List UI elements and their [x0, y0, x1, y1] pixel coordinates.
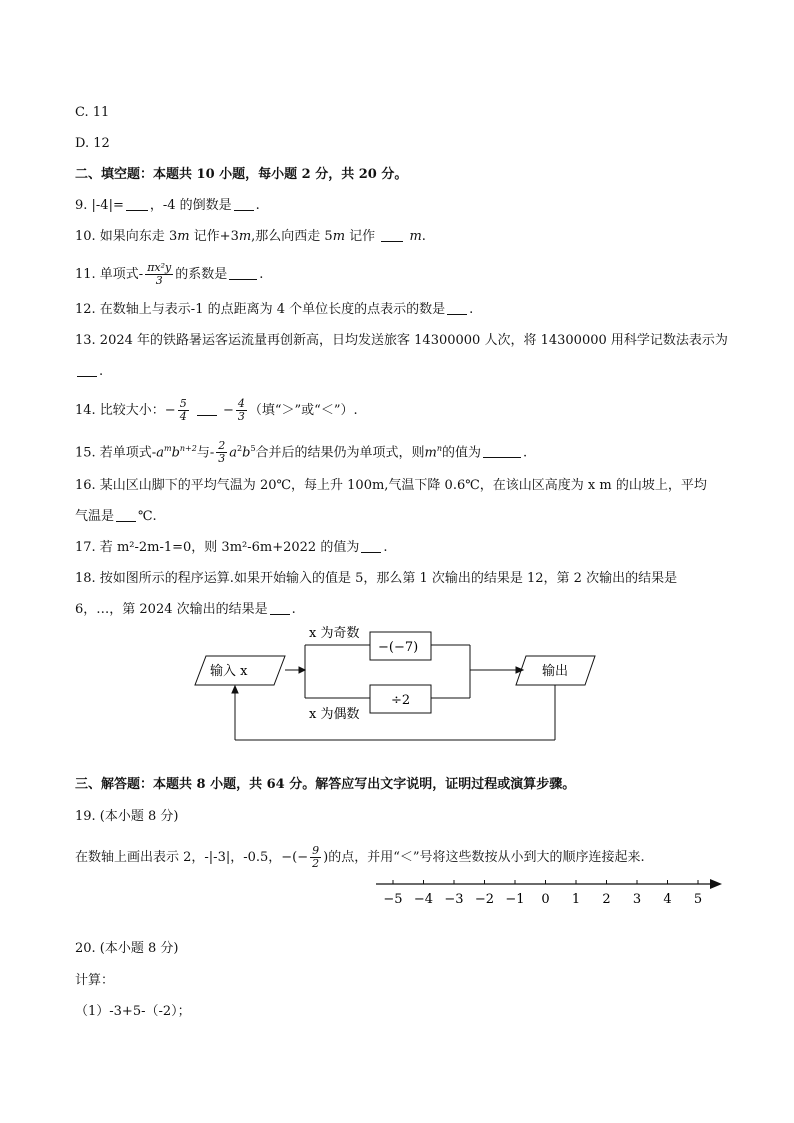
question-13-blank: . — [75, 363, 103, 381]
number-line-tick-label: −2 — [474, 892, 495, 907]
number-line-tick-label: −3 — [444, 892, 464, 907]
question-20-calc: 计算： — [75, 973, 115, 988]
option-d: D. 12 — [75, 136, 110, 151]
fraction: $\frac{\text{πx²y}}{3}$ — [147, 261, 172, 287]
question-20-head: 20. (本小题 8 分) — [75, 941, 179, 956]
fraction: $\frac{4}{3}$ — [237, 397, 245, 423]
flow-op2: ÷2 — [391, 693, 411, 708]
flow-output-label: 输出 — [542, 664, 569, 679]
number-line-tick-label: −1 — [505, 892, 525, 907]
question-11: 11. 单项式- $\frac{\text{πx²y}}{3}$ 的系数是 . — [75, 261, 264, 287]
question-14: 14. 比较大小：− $\frac{5}{4}$ − $\frac{4}{3}$ （填“＞”或“＜”）. — [75, 397, 358, 423]
number-line — [370, 872, 730, 912]
fraction: $\frac{9}{2}$ — [312, 844, 320, 870]
number-line-tick-label: 0 — [541, 892, 550, 907]
arrow-icon — [710, 879, 722, 889]
number-line-tick-label: −4 — [413, 892, 434, 907]
question-19: 在数轴上画出表示 2，-|-3|，-0.5，−(− $\frac{9}{2}$ )的点，并用“＜”号将这些数按从小到大的顺序连接起来. — [75, 844, 645, 870]
number-line-tick-label: 3 — [632, 892, 642, 907]
number-line-tick-label: −5 — [383, 892, 403, 907]
fraction: $\frac{5}{4}$ — [179, 397, 187, 423]
question-9: 9. |-4|= ，-4 的倒数是 . — [75, 198, 260, 213]
question-18-line2: 6，…，第 2024 次输出的结果是 . — [75, 602, 296, 617]
question-13: 13. 2024 年的铁路暑运客运流量再创新高，日均发送旅客 14300000 人次，将 14300000 用科学记数法表示为 — [75, 333, 728, 348]
flow-odd-label: x 为奇数 — [309, 626, 360, 641]
question-10: 10. 如果向东走 3m 记作+3m,那么向西走 5m 记作 m. — [75, 229, 426, 244]
question-20-part1: （1）-3+5-（-2）； — [75, 1004, 191, 1019]
number-line-tick-label: 2 — [602, 892, 611, 907]
flow-input-label: 输入 x — [210, 664, 248, 679]
question-19-head: 19. (本小题 8 分) — [75, 809, 179, 824]
question-17: 17. 若 m²-2m-1=0，则 3m²-6m+2022 的值为 . — [75, 540, 388, 555]
question-12: 12. 在数轴上与表示-1 的点距离为 4 个单位长度的点表示的数是 . — [75, 302, 474, 317]
question-16: 16. 某山区山脚下的平均气温为 20℃，每上升 100m,气温下降 0.6℃，在该山区高度为 x m 的山坡上，平均 — [75, 478, 707, 493]
question-15: 15. 若单项式$-a^mb^{n+2}$与- $\frac{2}{3}$ $a^2b^5$合并后的结果仍为单项式，则$m^n$的值为 . — [75, 439, 528, 466]
option-c: C. 11 — [75, 105, 110, 120]
flow-op1: −(−7) — [378, 640, 419, 655]
number-line-tick-label: 5 — [693, 892, 703, 907]
number-line-tick-label: 1 — [571, 892, 581, 907]
question-16-line2: 气温是 ℃. — [75, 509, 157, 524]
flow-even-label: x 为偶数 — [309, 707, 360, 722]
number-line-tick-label: 4 — [663, 892, 672, 907]
question-18: 18. 按如图所示的程序运算.如果开始输入的值是 5，那么第 1 次输出的结果是 12，第 2 次输出的结果是 — [75, 571, 678, 586]
section2-title: 二、填空题：本题共 10 小题，每小题 2 分，共 20 分。 — [75, 167, 408, 182]
fraction: $\frac{2}{3}$ — [218, 439, 226, 466]
section3-title: 三、解答题：本题共 8 小题，共 64 分。解答应写出文字说明，证明过程或演算步骤。 — [75, 777, 576, 792]
